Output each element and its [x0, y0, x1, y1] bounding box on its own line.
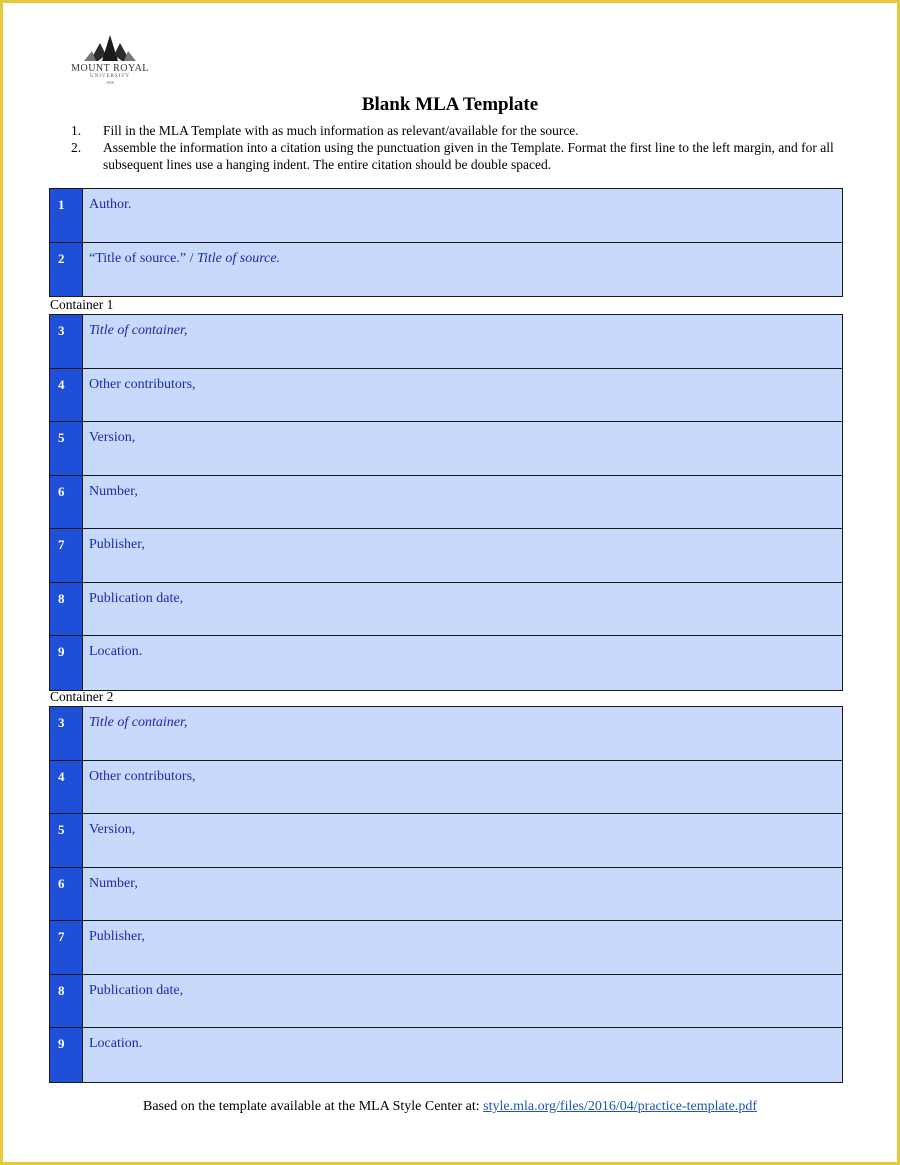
row-number: 3 — [50, 707, 83, 760]
instruction-number: 1. — [71, 123, 82, 138]
instruction-number: 2. — [71, 140, 82, 155]
location-field[interactable]: Location. — [83, 1028, 842, 1082]
university-logo — [63, 33, 157, 93]
publication-date-field[interactable]: Publication date, — [83, 583, 842, 636]
title-italic-label: Title of source. — [196, 250, 281, 266]
publisher-field[interactable]: Publisher, — [83, 529, 842, 582]
row-number: 6 — [50, 476, 83, 529]
row-number: 3 — [50, 315, 83, 368]
logo-line-1: MOUNT ROYAL — [71, 63, 149, 74]
row-number: 6 — [50, 868, 83, 921]
version-field[interactable]: Version, — [83, 814, 842, 867]
instruction-item — [71, 139, 846, 173]
publication-date-field[interactable]: Publication date, — [83, 975, 842, 1028]
row-number: 4 — [50, 761, 83, 814]
table-row — [50, 583, 842, 637]
table-row — [50, 422, 842, 476]
row-number: 7 — [50, 529, 83, 582]
container-1-label: Container 1 — [50, 297, 114, 312]
row-number: 1 — [50, 189, 83, 242]
instruction-text: Assemble the information into a citation using the punctuation given in the Template. Format the first line to the left margin, and for all subsequent lines use a hanging indent. The entire citation should be double spaced. — [103, 140, 834, 172]
row-number: 9 — [50, 636, 83, 690]
logo-line-2: UNIVERSITY — [90, 74, 130, 79]
template-link[interactable]: style.mla.org/files/2016/04/practice-template.pdf — [483, 1099, 757, 1114]
source-table — [49, 188, 843, 297]
instruction-text: Fill in the MLA Template with as much information as relevant/available for the source. — [103, 123, 579, 138]
table-row — [50, 189, 842, 243]
publisher-field[interactable]: Publisher, — [83, 921, 842, 974]
row-number: 8 — [50, 583, 83, 636]
table-row — [50, 529, 842, 583]
row-number: 7 — [50, 921, 83, 974]
table-row — [50, 1028, 842, 1082]
mountain-logo-icon — [80, 33, 140, 63]
table-row — [50, 476, 842, 530]
row-number: 5 — [50, 422, 83, 475]
row-number: 4 — [50, 369, 83, 422]
container-2-table — [49, 706, 843, 1083]
number-field[interactable]: Number, — [83, 868, 842, 921]
row-number: 8 — [50, 975, 83, 1028]
instructions-list — [71, 122, 846, 173]
author-field[interactable]: Author. — [83, 189, 842, 242]
title-of-container-field[interactable]: Title of container, — [83, 707, 842, 760]
container-2-label: Container 2 — [50, 689, 114, 704]
version-field[interactable]: Version, — [83, 422, 842, 475]
table-row — [50, 761, 842, 815]
logo-line-3: 1910 — [106, 80, 114, 85]
table-row — [50, 636, 842, 690]
other-contributors-field[interactable]: Other contributors, — [83, 369, 842, 422]
footer-text: Based on the template available at the MLA Style Center at: — [142, 1099, 484, 1114]
table-row — [50, 975, 842, 1029]
instruction-item — [71, 122, 846, 139]
container-1-table — [49, 314, 843, 691]
number-field[interactable]: Number, — [83, 476, 842, 529]
table-row — [50, 814, 842, 868]
table-row — [50, 243, 842, 297]
row-number: 9 — [50, 1028, 83, 1082]
other-contributors-field[interactable]: Other contributors, — [83, 761, 842, 814]
page-title: Blank MLA Template — [361, 94, 539, 115]
row-number: 2 — [50, 243, 83, 297]
table-row — [50, 921, 842, 975]
title-of-source-field[interactable] — [83, 243, 842, 297]
table-row — [50, 369, 842, 423]
title-of-container-field[interactable]: Title of container, — [83, 315, 842, 368]
footer — [3, 1099, 897, 1115]
location-field[interactable]: Location. — [83, 636, 842, 690]
row-number: 5 — [50, 814, 83, 867]
table-row — [50, 315, 842, 369]
table-row — [50, 707, 842, 761]
title-quoted-label: “Title of source.” / — [89, 250, 197, 266]
table-row — [50, 868, 842, 922]
